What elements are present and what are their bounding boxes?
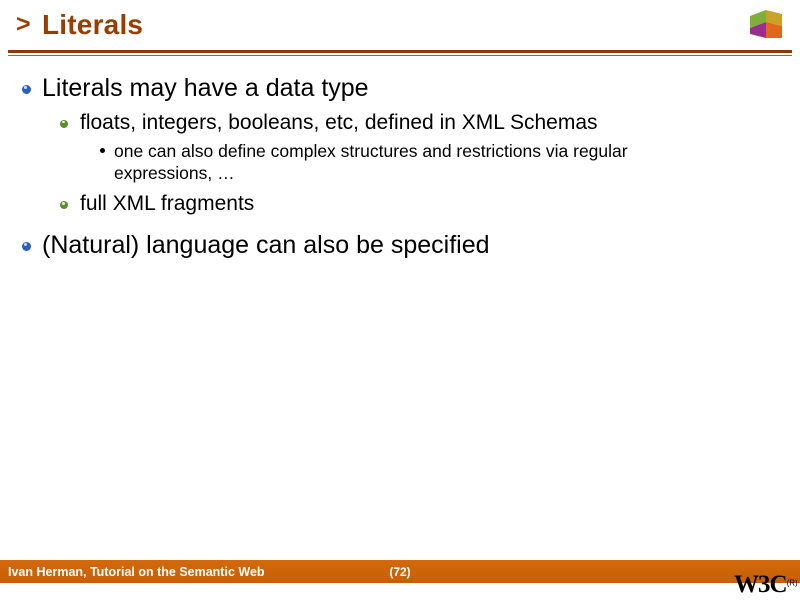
footer-author: Ivan Herman, Tutorial on the Semantic Web	[8, 565, 265, 579]
slide-header	[0, 0, 800, 54]
w3c-registered-mark: (R)	[786, 578, 798, 588]
page-title: Literals	[42, 9, 144, 40]
list-item-label: full XML fragments	[80, 192, 255, 216]
header-divider	[8, 50, 792, 53]
list-item-label: floats, integers, booleans, etc, defined in XML Schemas	[80, 110, 598, 134]
page-number: (72)	[389, 565, 411, 579]
list-item	[60, 192, 800, 217]
header-divider-secondary	[8, 55, 792, 56]
list-item	[60, 111, 800, 136]
w3c-cube-logo-icon	[746, 6, 790, 44]
green-dot-bullet-icon	[60, 111, 80, 128]
list-item-label: (Natural) language can also be specified	[42, 230, 490, 259]
blue-dot-bullet-icon	[22, 231, 42, 251]
list-item	[22, 231, 800, 261]
green-dot-bullet-icon	[60, 192, 80, 209]
list-item	[22, 74, 800, 104]
list-item-label: Literals may have a data type	[42, 74, 369, 102]
blue-dot-bullet-icon	[22, 74, 42, 94]
list-item-label: one can also define complex structures and restrictions via regular expressions, …	[114, 141, 628, 184]
list-item	[98, 141, 800, 185]
w3c-wordmark-text: W3C	[734, 571, 787, 598]
slide-content	[0, 66, 800, 260]
title-marker: >	[16, 10, 31, 38]
slide-footer	[0, 558, 800, 600]
small-black-dot-bullet-icon	[98, 141, 114, 153]
w3c-wordmark-logo	[734, 571, 798, 598]
